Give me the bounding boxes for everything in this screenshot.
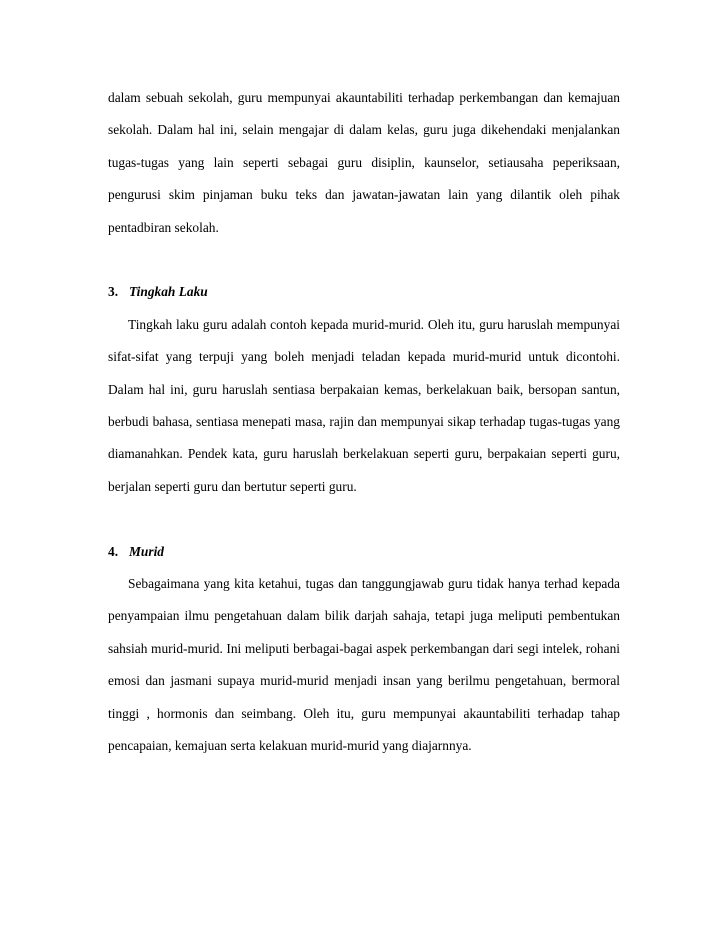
section-body: Tingkah laku guru adalah contoh kepada murid-murid. Oleh itu, guru haruslah mempunyai sifat-sifat yang terpuji yang boleh menjadi teladan kepada murid-murid untuk dicontohi. Dalam hal ini, guru haruslah sentiasa berpakaian kemas, berkelakuan baik, bersopan santun, berbudi bahasa, sentiasa menepati masa, rajin dan mempunyai sikap terhadap tugas-tugas yang diamanahkan. Pendek kata, guru haruslah berkelakuan seperti guru, berpakaian seperti guru, berjalan seperti guru dan bertutur seperti guru. (108, 316, 620, 494)
section-body: Sebagaimana yang kita ketahui, tugas dan tanggungjawab guru tidak hanya terhad kepada penyampaian ilmu pengetahuan dalam bilik darjah sahaja, tetapi juga meliputi pembentukan sahsiah murid-murid. Ini meliputi berbagai-bagai aspek perkembangan dari segi intelek, rohani emosi dan jasmani supaya murid-murid menjadi insan yang berilmu pengetahuan, bermoral tinggi , hormonis dan seimbang. Oleh itu, guru mempunyai akauntabiliti terhadap tahap pencapaian, kemajuan serta kelakuan murid-murid yang diajarnnya. (108, 576, 620, 754)
section-heading (108, 536, 620, 568)
section-spacer (108, 503, 620, 535)
section-number: 3. (108, 284, 119, 300)
document-page (108, 82, 620, 763)
section-spacer (108, 244, 620, 276)
section-number: 4. (108, 543, 119, 559)
section-title: Tingkah Laku (129, 284, 208, 300)
intro-paragraph: dalam sebuah sekolah, guru mempunyai akauntabiliti terhadap perkembangan dan kemajuan sekolah. Dalam hal ini, selain mengajar di dalam kelas, guru juga dikehendaki menjalankan tugas-tugas yang lain seperti sebagai guru disiplin, kaunselor, setiausaha peperiksaan, pengurusi skim pinjaman buku teks dan jawatan-jawatan lain yang dilantik oleh pihak pentadbiran sekolah. (108, 90, 620, 235)
section-tingkah-laku (108, 276, 620, 503)
section-heading (108, 276, 620, 308)
section-title: Murid (129, 543, 164, 559)
section-murid (108, 536, 620, 763)
